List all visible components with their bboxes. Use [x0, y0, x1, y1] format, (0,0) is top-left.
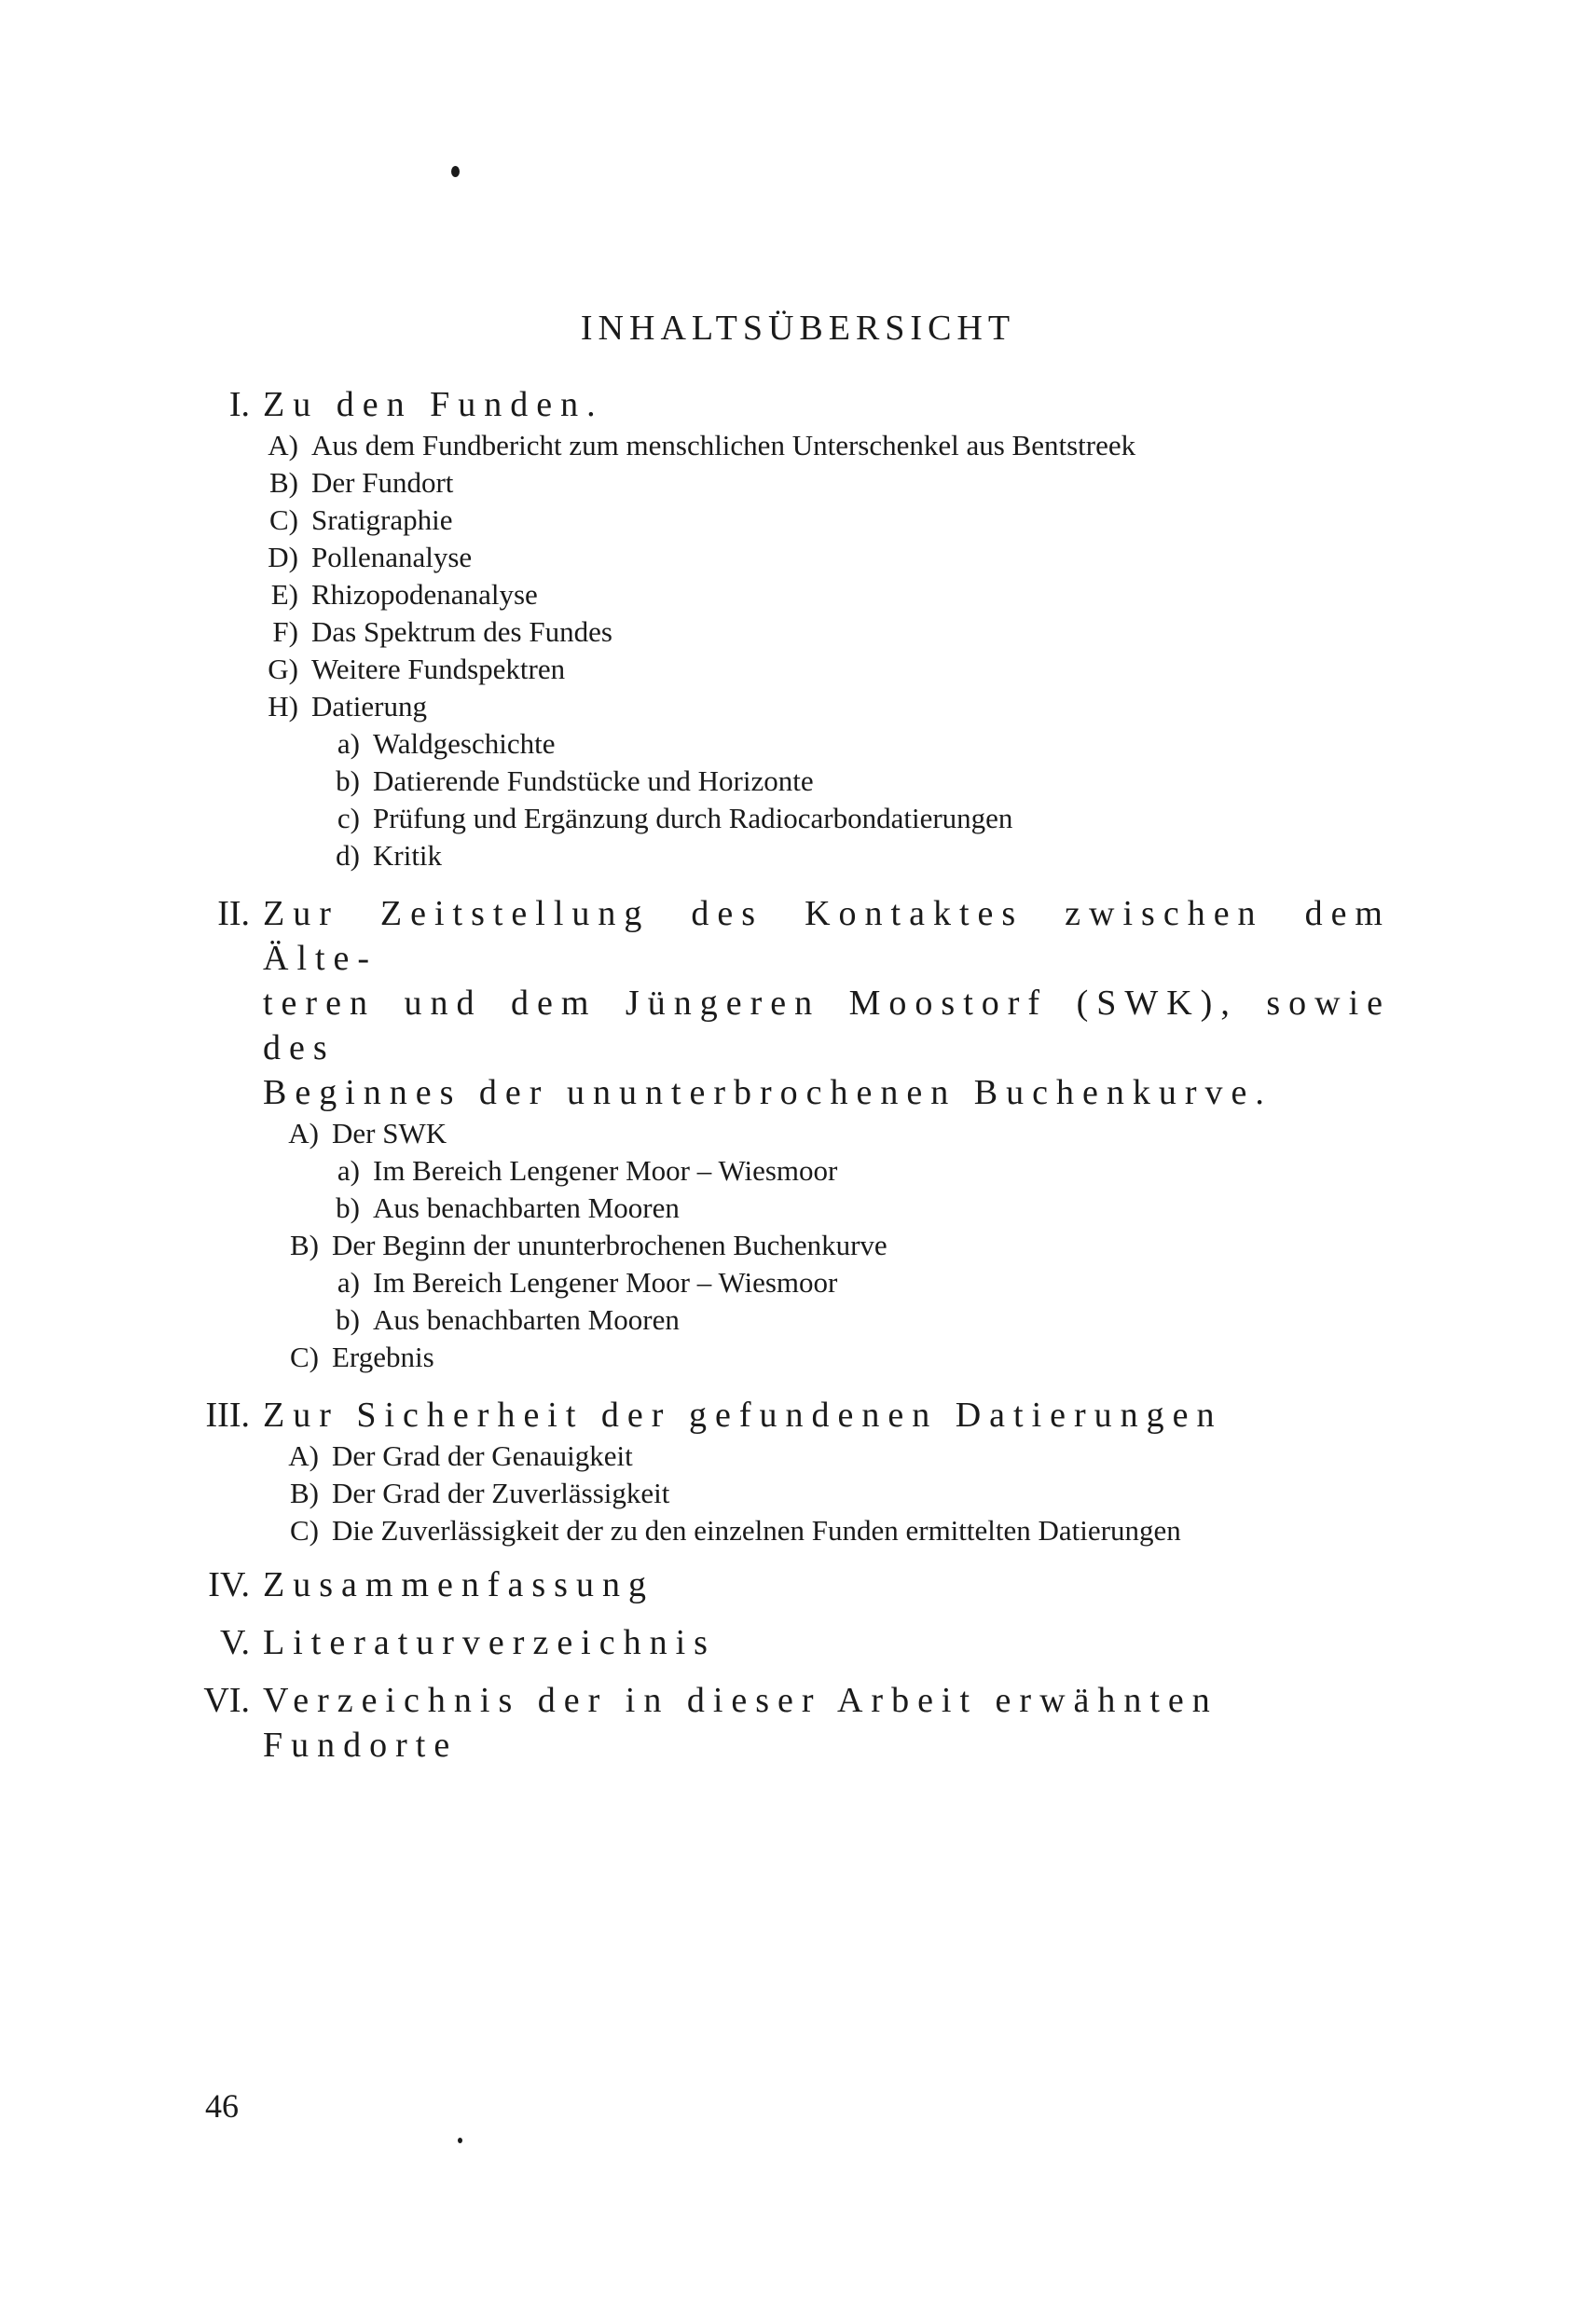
item-text: Sratigraphie — [311, 503, 453, 536]
subitem-label: a) — [337, 1154, 360, 1187]
toc-item — [0, 1475, 1596, 1512]
toc-section-5 — [0, 1620, 1596, 1665]
item-text: Der Grad der Genauigkeit — [332, 1439, 633, 1472]
item-label: B) — [290, 1229, 319, 1261]
item-label: E) — [270, 578, 298, 611]
toc-item — [0, 613, 1596, 651]
item-label: D) — [268, 541, 298, 573]
item-text: Der Beginn der ununterbrochenen Buchenkurve — [332, 1229, 887, 1261]
section-title: Zur Sicherheit der gefundenen Datierungen — [263, 1396, 1223, 1435]
subitem-text: Prüfung und Ergänzung durch Radiocarbondatierungen — [373, 802, 1013, 834]
toc-subitem — [0, 800, 1596, 837]
subitem-text: Aus benachbarten Mooren — [373, 1303, 680, 1336]
section-heading — [0, 1620, 1596, 1665]
item-text: Ergebnis — [332, 1341, 434, 1373]
section-title: Zu den Funden. — [263, 385, 604, 424]
section-number: I. — [228, 385, 250, 424]
subitem-text: Waldgeschichte — [373, 727, 556, 760]
subitem-label: d) — [336, 839, 360, 872]
section-heading — [0, 1678, 1596, 1768]
toc-item — [0, 1512, 1596, 1549]
toc-section-3 — [0, 1393, 1596, 1549]
item-label: C) — [290, 1341, 319, 1373]
toc-section-4 — [0, 1562, 1596, 1607]
section-title-line: teren und dem Jüngeren Moostorf (SWK), sowie des — [263, 984, 1391, 1067]
section-number: II. — [217, 894, 250, 933]
section-number: V. — [219, 1623, 250, 1662]
toc-subitem — [0, 763, 1596, 800]
toc-subitem — [0, 1152, 1596, 1190]
table-of-contents — [0, 382, 1596, 1768]
item-label: B) — [290, 1477, 319, 1509]
toc-subitem — [0, 1264, 1596, 1301]
subitem-label: b) — [336, 1303, 360, 1336]
subitem-text: Aus benachbarten Mooren — [373, 1191, 680, 1224]
item-text: Aus dem Fundbericht zum menschlichen Unterschenkel aus Bentstreek — [311, 429, 1136, 461]
item-label: A) — [288, 1117, 319, 1149]
toc-item — [0, 688, 1596, 725]
item-label: A) — [268, 429, 298, 461]
item-text: Der SWK — [332, 1117, 447, 1149]
ink-speck — [451, 166, 460, 177]
section-number: IV. — [208, 1565, 250, 1604]
item-label: F) — [272, 615, 298, 648]
toc-item — [0, 651, 1596, 688]
toc-item — [0, 464, 1596, 502]
item-label: C) — [290, 1514, 319, 1547]
subitem-text: Im Bereich Lengener Moor – Wiesmoor — [373, 1266, 838, 1299]
toc-item — [0, 1339, 1596, 1376]
toc-section-6 — [0, 1678, 1596, 1768]
toc-item — [0, 539, 1596, 576]
subitem-label: c) — [337, 802, 360, 834]
toc-section-1 — [0, 382, 1596, 874]
section-title: Verzeichnis der in dieser Arbeit erwähnten Fundorte — [263, 1681, 1218, 1765]
section-title-line: Beginnes der ununterbrochenen Buchenkurve. — [263, 1073, 1273, 1112]
section-heading-continued — [0, 981, 1596, 1070]
subitem-label: a) — [337, 1266, 360, 1299]
item-label: B) — [269, 466, 298, 499]
toc-subitem — [0, 725, 1596, 763]
toc-item — [0, 502, 1596, 539]
subitem-text: Im Bereich Lengener Moor – Wiesmoor — [373, 1154, 838, 1187]
item-text: Weitere Fundspektren — [311, 653, 566, 685]
item-text: Datierung — [311, 690, 427, 722]
item-text: Der Fundort — [311, 466, 454, 499]
item-label: G) — [268, 653, 298, 685]
section-heading-continued — [0, 1070, 1596, 1115]
page-number: 46 — [205, 2087, 239, 2125]
item-text: Die Zuverlässigkeit der zu den einzelnen Funden ermittelten Datierungen — [332, 1514, 1181, 1547]
item-label: H) — [268, 690, 298, 722]
section-heading — [0, 382, 1596, 427]
subitem-text: Datierende Fundstücke und Horizonte — [373, 764, 814, 797]
section-heading — [0, 1393, 1596, 1438]
toc-item — [0, 1438, 1596, 1475]
section-heading — [0, 891, 1596, 981]
section-title: Zusammenfassung — [263, 1565, 654, 1604]
subitem-text: Kritik — [373, 839, 443, 872]
toc-section-2 — [0, 891, 1596, 1376]
toc-item — [0, 1227, 1596, 1264]
toc-subitem — [0, 837, 1596, 874]
item-text: Der Grad der Zuverlässigkeit — [332, 1477, 670, 1509]
subitem-label: b) — [336, 1191, 360, 1224]
subitem-label: a) — [337, 727, 360, 760]
toc-item — [0, 427, 1596, 464]
toc-subitem — [0, 1190, 1596, 1227]
section-title-line: Zur Zeitstellung des Kontaktes zwischen dem Älte- — [263, 894, 1391, 978]
item-text: Das Spektrum des Fundes — [311, 615, 612, 648]
toc-item — [0, 576, 1596, 613]
item-label: A) — [288, 1439, 319, 1472]
item-label: C) — [269, 503, 298, 536]
toc-subitem — [0, 1301, 1596, 1339]
section-title: Literaturverzeichnis — [263, 1623, 716, 1662]
page-title: INHALTSÜBERSICHT — [580, 309, 1016, 348]
subitem-label: b) — [336, 764, 360, 797]
section-number: VI. — [203, 1681, 250, 1720]
section-number: III. — [205, 1396, 250, 1435]
item-text: Rhizopodenanalyse — [311, 578, 538, 611]
ink-speck — [458, 2138, 462, 2143]
section-heading — [0, 1562, 1596, 1607]
item-text: Pollenanalyse — [311, 541, 473, 573]
toc-item — [0, 1115, 1596, 1152]
